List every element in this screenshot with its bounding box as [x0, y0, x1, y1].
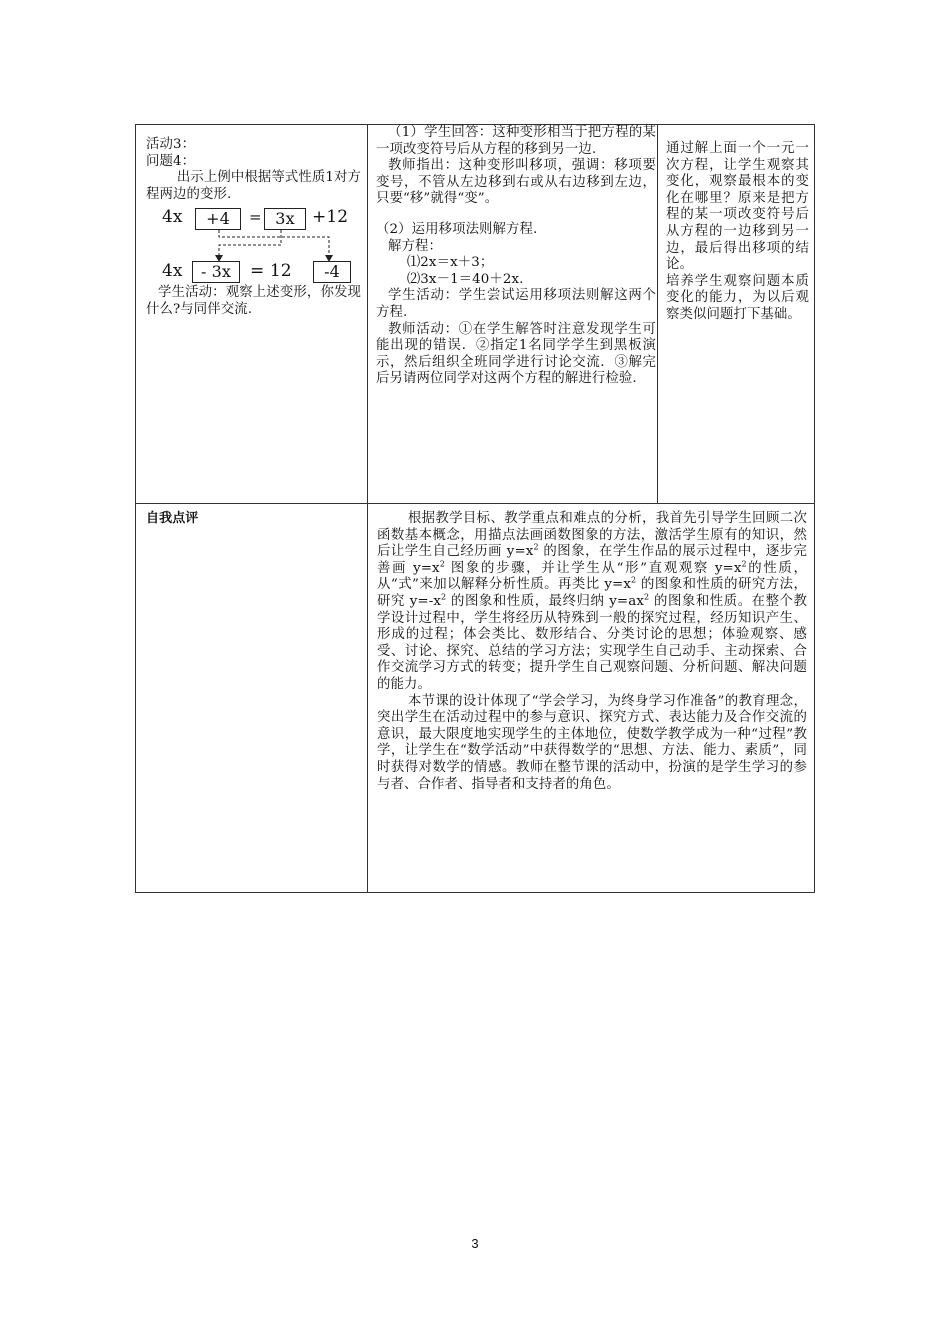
- student-answer: （1）学生回答：这种变形相当于把方程的某一项改变符号后从方程的移到另一边.: [376, 125, 656, 157]
- teacher-activity: 教师活动：①在学生解答时注意发现学生可能出现的错误．②指定1名同学学生到黑板演示，然后组织全班同学进行讨论交流．③解完后另请两位同学对这两个方程的解进行检验.: [376, 321, 656, 387]
- student-activity: 学生活动：观察上述变形，你发现什么?与同伴交流.: [146, 285, 361, 317]
- activity-intro: 出示上例中根据等式性质1对方程两边的变形.: [146, 170, 361, 202]
- equation-1: ⑴2x＝x＋3；: [406, 255, 494, 271]
- eq1-equals: =: [249, 208, 262, 227]
- column-divider-2: [657, 125, 658, 503]
- process-cell: [376, 125, 656, 388]
- review-paragraph-2: 本节课的设计体现了“学会学习，为终身学习作准备”的教育理念，突出学生在活动过程中的参与意识、探究方式、表达能力及合作交流的意识，最大限度地实现学生的主体地位，使数学教学成为一种“过程”教学，让学生在“数学活动”中获得数学的“思想、方法、能力、素质”，同时获得对数学的情感。教师在整节课的活动中，扮演的是学生学习的参与者、合作者、指导者和支持者的角色。: [377, 693, 807, 792]
- intent-text-1: 通过解上面一个一元一次方程，让学生观察其变化，观察最根本的变化在哪里？原来是把方程的某一项改变符号后从方程的一边移到另一边，最后得出移项的结论。: [666, 141, 809, 273]
- eq2-box2: -4: [313, 261, 351, 283]
- self-review-label: 自我点评: [146, 511, 199, 526]
- eq2-rhs: = 12: [250, 261, 292, 282]
- row-divider: [136, 503, 814, 504]
- column-divider-1: [367, 125, 368, 892]
- intent-cell: [666, 141, 809, 324]
- self-review-text: [377, 511, 807, 793]
- eq1-lhs: 4x: [162, 207, 183, 228]
- activity-cell: [146, 137, 361, 319]
- apply-rule: （2）运用移项法则解方程.: [376, 221, 538, 237]
- eq1-box1: +4: [195, 208, 241, 230]
- teacher-note: 教师指出：这种变形叫移项，强调：移项要变号，不管从左边移到右或从右边移到左边，只要“移”就得“变”。: [376, 158, 656, 207]
- question-label: 问题4：: [146, 153, 196, 169]
- eq2-lhs: 4x: [162, 261, 183, 282]
- eq2-box1: - 3x: [192, 261, 240, 283]
- eq1-rhs: +12: [312, 207, 349, 228]
- solve-label: 解方程：: [388, 238, 443, 254]
- intent-text-2: 培养学生观察问题本质变化的能力，为以后观察类似问题打下基础。: [666, 273, 809, 322]
- review-paragraph-1: 根据教学目标、教学重点和难点的分析，我首先引导学生回顾二次函数基本概念，用描点法画函数图象的方法，激活学生原有的知识，然后让学生自己经历画 $y=x^2$ 的图象，在学生作品的展示过程中，逐步完善画 $y=x^2$ 图象的步骤，并让学生从“形”直观观察 $y=x^2$的性质，从“式”来加以解释分析性质。再类比 $y=x^2$ 的图象和性质的研究方法，研究 $y=-x^2$ 的图象和性质，最终归纳 $y=ax^2$ 的图象和性质。在整个教学设计过程中，学生将经历从特殊到一般的探究过程，经历知识产生、形成的过程；体会类比、数形结合、分类讨论的思想；体验观察、感受、讨论、探究、总结的学习方法；实现学生自己动手、主动探索、合作交流学习方式的转变；提升学生自己观察问题、分析问题、解决问题的能力。: [377, 511, 807, 692]
- equation-2: ⑵3x－1＝40＋2x.: [406, 271, 524, 287]
- eq1-box2: 3x: [264, 208, 306, 230]
- page-number: 3: [471, 1236, 479, 1251]
- student-try: 学生活动：学生尝试运用移项法则解这两个方程.: [376, 288, 656, 320]
- equation-figure: [146, 207, 361, 285]
- lesson-table: [135, 124, 815, 893]
- activity-label: 活动3：: [146, 137, 196, 152]
